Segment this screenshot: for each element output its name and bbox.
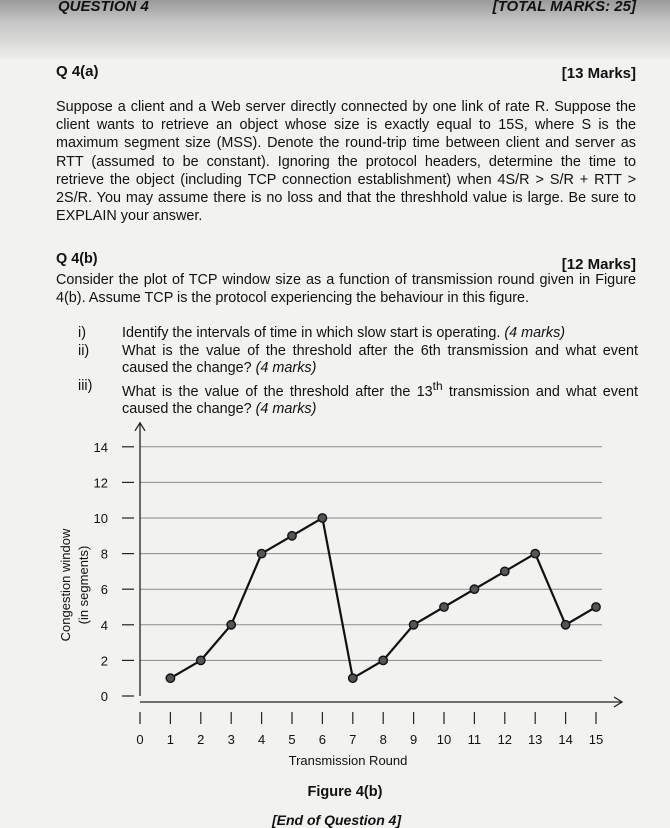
- data-point: [501, 567, 509, 575]
- chart-area: [0, 420, 670, 820]
- item-text: Identify the intervals of time in which slow start is operating.: [122, 325, 501, 341]
- y-tick-label: 6: [100, 582, 108, 598]
- x-tick-label: 11: [467, 732, 482, 747]
- item-number: ii): [78, 342, 90, 359]
- list-item: [78, 378, 638, 419]
- item-text: transmission and what event caused the change?: [122, 383, 638, 418]
- y-tick-label: 14: [93, 439, 108, 455]
- q4b-body: Consider the plot of TCP window size as a function of transmission round given in Figure 4(b). Assume TCP is the protocol experiencing the behaviour in this figure.: [56, 272, 636, 307]
- data-point: [379, 656, 387, 664]
- series-line: [170, 518, 596, 678]
- data-point: [257, 549, 265, 557]
- x-tick-label: 8: [379, 732, 387, 747]
- end-note: [End of Question 4]: [272, 812, 402, 828]
- data-point: [349, 674, 357, 682]
- q4a-body: Suppose a client and a Web server directly connected by one link of rate R. Suppose the client wants to retrieve an object whose size is exactly equal to 15S, where S is the maximum segment size (MSS). Denote the round-trip time between client and server as RTT (assumed to be constant). Ignoring the protocol headers, determine the time to retrieve the object (including TCP connection establishment) when 4S/R > S/R + RTT > 2S/R. You may assume there is no loss and that the threshhold value is large. Be sure to EXPLAIN your answer.: [56, 99, 636, 225]
- y-tick-label: 8: [100, 546, 108, 562]
- list-item: [78, 325, 638, 343]
- x-tick-label: 4: [257, 732, 266, 747]
- data-point: [197, 656, 205, 664]
- y-tick-label: 2: [100, 653, 108, 669]
- item-text: What is the value of the threshold after the 13: [122, 383, 433, 400]
- x-tick-label: 10: [436, 732, 452, 747]
- x-tick-label: 15: [588, 732, 604, 747]
- figure-caption: Figure 4(b): [307, 784, 383, 800]
- data-point: [470, 585, 478, 593]
- x-tick-label: 5: [288, 732, 296, 747]
- x-tick-label: 2: [197, 732, 205, 747]
- data-point: [531, 549, 539, 557]
- q4b-marks: [12 Marks]: [561, 256, 636, 273]
- x-tick-label: 13: [527, 732, 543, 747]
- congestion-window-chart: [0, 420, 670, 820]
- data-point: [318, 514, 326, 522]
- total-marks: [TOTAL MARKS: 25]: [492, 0, 636, 15]
- list-item: [78, 343, 638, 378]
- data-point: [166, 674, 174, 682]
- x-tick-label: 14: [558, 732, 573, 747]
- item-marks: (4 marks): [255, 360, 317, 377]
- x-tick-label: 3: [227, 732, 235, 747]
- x-tick-label: 12: [497, 732, 513, 747]
- item-marks: (4 marks): [504, 325, 566, 341]
- y-axis-label: (in segments): [76, 545, 91, 625]
- x-axis-label: Transmission Round: [288, 753, 408, 768]
- data-point: [288, 532, 296, 540]
- data-point: [409, 621, 417, 629]
- q4b-items: [78, 325, 638, 419]
- data-point: [227, 621, 235, 629]
- data-point: [561, 621, 569, 629]
- y-tick-label: 4: [100, 617, 108, 633]
- y-tick-label: 10: [93, 511, 108, 526]
- x-tick-label: 9: [409, 732, 418, 747]
- item-number: iii): [78, 377, 93, 394]
- data-point: [440, 603, 448, 611]
- x-tick-label: 1: [166, 732, 175, 747]
- q4a-marks: [13 Marks]: [561, 65, 636, 82]
- q4a-label: Q 4(a): [56, 63, 99, 80]
- y-tick-label: 12: [93, 475, 108, 491]
- y-axis-label: Congestion window: [58, 528, 73, 642]
- data-point: [592, 603, 600, 611]
- q4b-label: Q 4(b): [56, 251, 98, 267]
- y-tick-label: 0: [100, 689, 108, 704]
- item-superscript: th: [432, 378, 443, 393]
- item-marks: (4 marks): [255, 401, 317, 418]
- item-number: i): [78, 325, 86, 341]
- x-tick-label: 0: [136, 732, 144, 747]
- x-tick-label: 6: [318, 732, 327, 747]
- item-text: What is the value of the threshold after the 6th transmission and what event caused the change?: [122, 342, 638, 377]
- question-title: QUESTION 4: [58, 0, 149, 15]
- x-tick-label: 7: [349, 732, 357, 747]
